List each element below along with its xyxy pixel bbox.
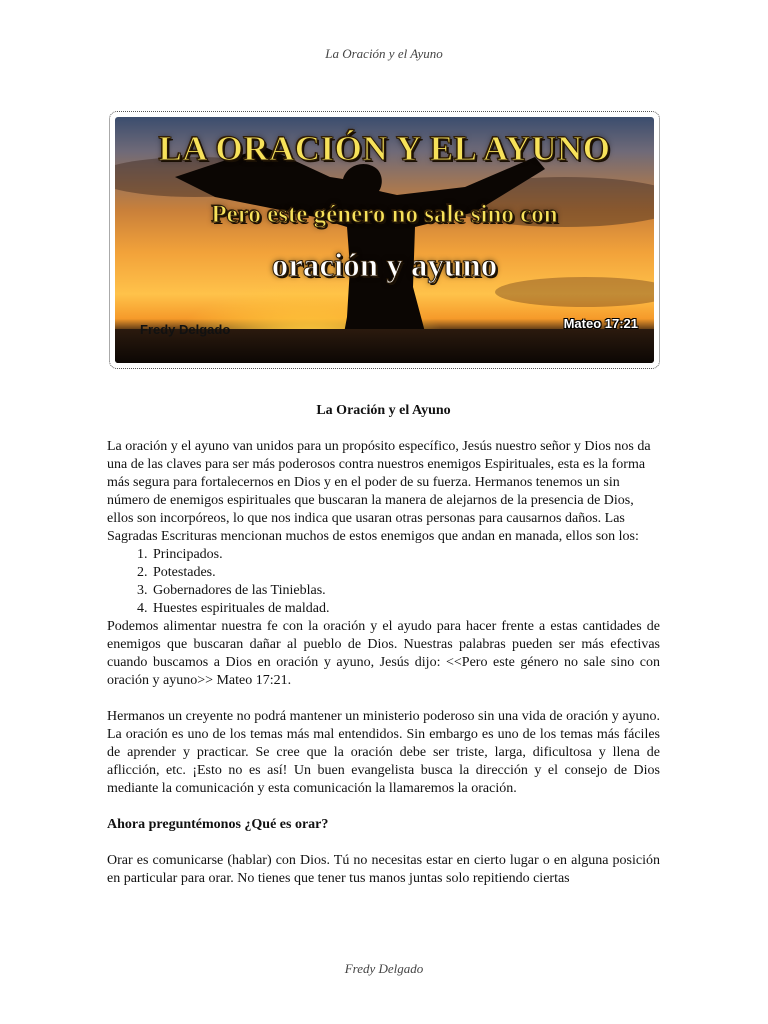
- banner-title: LA ORACIÓN Y EL AYUNO: [158, 129, 611, 168]
- paragraph-intro: La oración y el ayuno van unidos para un propósito específico, Jesús nuestro señor y Dios nos da una de las claves para ser más poderosos contra nuestros enemigos Espirituales, esta es la forma más segura para fortalecernos en Dios y en el poder de su fuerza. Hermanos tenemos un sin número de enemigos espirituales que buscaran la manera de alejarnos de la presencia de Dios, ellos son incorpóreos, lo que nos indica que usaran otras personas para causarnos daños. Las Sagradas Escrituras mencionan muchos de estos enemigos que andan en manada, ellos son los:: [107, 439, 651, 544]
- list-item: 2. Potestades.: [151, 564, 660, 582]
- list-item: 3. Gobernadores de las Tinieblas.: [151, 582, 660, 600]
- banner-verse: Mateo 17:21: [563, 316, 638, 331]
- paragraph-faith: Podemos alimentar nuestra fe con la oración y el ayudo para hacer frente a estas cantidades de enemigos que buscaran dañar al pueblo de Dios. Nuestras palabras pueden ser más efectivas cuando buscamos a Dios en oración y ayuno, Jesús dijo: <<Pero este género no sale sino con oración y ayuno>> Mateo 17:21.: [107, 619, 660, 688]
- page-header: La Oración y el Ayuno: [325, 46, 443, 61]
- banner-subtitle-line2: oración y ayuno: [271, 248, 498, 284]
- paragraph-definition: Orar es comunicarse (hablar) con Dios. Tú no necesitas estar en cierto lugar o en alguna posición en particular para orar. No tienes que tener tus manos juntas solo repitiendo ciertas: [107, 853, 660, 886]
- banner-subtitle-line1: Pero este género no sale sino con: [211, 201, 558, 228]
- page-footer: Fredy Delgado: [344, 961, 424, 976]
- document-body: [107, 402, 660, 888]
- list-item: 1. Principados.: [151, 546, 660, 564]
- list-item: 4. Huestes espirituales de maldad.: [151, 600, 660, 618]
- section-heading: Ahora preguntémonos ¿Qué es orar?: [107, 817, 329, 832]
- banner-frame: [109, 111, 660, 369]
- paragraph-ministry: Hermanos un creyente no podrá mantener un ministerio poderoso sin una vida de oración y ayuno. La oración es uno de los temas más mal entendidos. Sin embargo es uno de los temas más fáciles de aprender y practicar. Se cree que la oración debe ser triste, larga, dificultosa y llena de aflicción, etc. ¡Esto no es así! Un buen evangelista busca la dirección y el consejo de Dios mediante la comunicación y esta comunicación la llamaremos la oración.: [107, 709, 660, 796]
- banner-author: Fredy Delgado: [140, 322, 231, 337]
- banner-image: [115, 117, 654, 363]
- enemies-list: [107, 546, 660, 618]
- document-title: La Oración y el Ayuno: [316, 403, 451, 418]
